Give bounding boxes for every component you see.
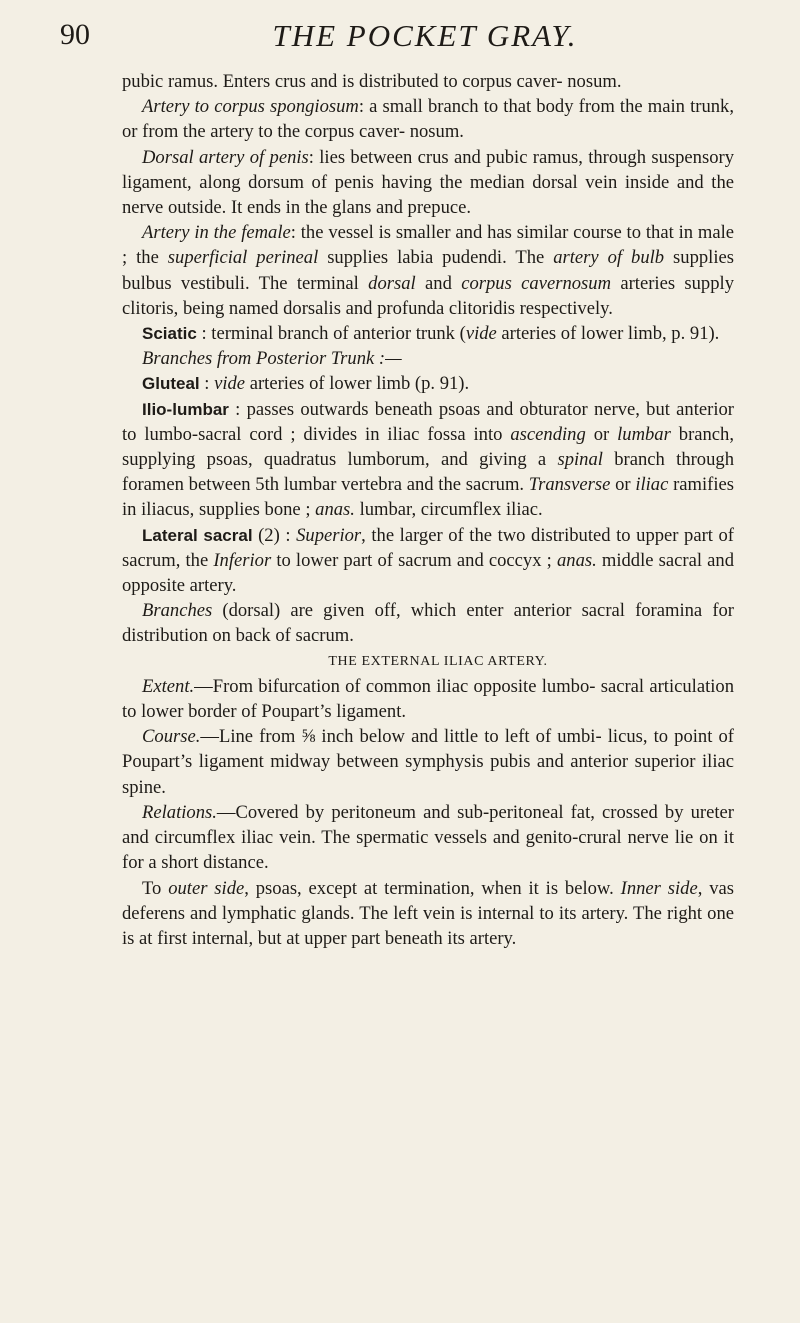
paragraph-sciatic: [122, 321, 734, 346]
term-inferior: Inferior: [213, 549, 272, 571]
text-run: supplies labia pudendi. The: [318, 247, 554, 269]
term-vide: vide: [214, 373, 246, 395]
term-artery-in-the-female: Artery in the female: [142, 222, 291, 244]
term-lumbar: lumbar: [617, 423, 671, 445]
paragraph-posterior-trunk: [122, 346, 734, 371]
paragraph-outer-inner-side: [122, 876, 734, 952]
text-run: , the larger of the two distributed to upper part of sacrum, the: [122, 524, 734, 571]
term-spinal: spinal: [557, 449, 603, 471]
paragraph-relations: [122, 800, 734, 876]
paragraph-text: —Line from ⅝ inch below and little to left of umbi- licus, to point of Poupart’s ligament midway between symphysis pubis and anterior superior iliac spine.: [122, 726, 734, 798]
heading-gluteal: Gluteal: [142, 374, 200, 394]
term-ascending: ascending: [510, 423, 586, 445]
text-run: and: [415, 272, 462, 294]
paragraph-artery-corpus-spongiosum: [122, 94, 734, 144]
paragraph-text: : lies between crus and pubic ramus, through suspensory ligament, along dorsum of penis having the median dorsal vein inside and the nerve outside. It ends in the glans and prepuce.: [122, 146, 734, 219]
term-extent: Extent.: [142, 675, 195, 697]
term-superficial-perineal: superficial perineal: [167, 247, 319, 269]
term-corpus-cavernosum: corpus cavernosum: [461, 272, 612, 294]
body-text: [122, 69, 734, 951]
term-dorsal: dorsal: [368, 272, 416, 294]
term-iliac: iliac: [635, 474, 669, 496]
text-run: , psoas, except at termination, when it is below.: [244, 877, 621, 899]
paragraph-text: —From bifurcation of common iliac opposite lumbo- sacral articulation to lower border of Poupart’s ligament.: [122, 675, 734, 723]
paragraph-text: (dorsal) are given off, which enter anterior sacral foramina for distribution on back of sacrum.: [122, 600, 734, 647]
paragraph-branches-dorsal: [122, 598, 734, 648]
term-anas: anas.: [556, 549, 597, 571]
heading-sciatic: Sciatic: [142, 324, 197, 344]
heading-lateral-sacral: Lateral sacral: [142, 525, 253, 545]
term-course: Course.: [142, 726, 201, 748]
paragraph-course: [122, 724, 734, 800]
heading-ilio-lumbar: Ilio-lumbar: [142, 399, 229, 419]
text-run: : the vessel is smaller and has similar course to that in male ; the: [122, 222, 735, 269]
term-vide: vide: [465, 323, 497, 345]
text-run: branch, supplying psoas, quadratus lumborum, and giving a: [122, 423, 735, 471]
text-run: (2) :: [252, 524, 297, 546]
paragraph-text: pubic ramus. Enters crus and is distributed to corpus caver- nosum.: [122, 71, 622, 92]
term-artery-of-bulb: artery of bulb: [553, 247, 665, 269]
paragraph-pubic-ramus: [122, 69, 734, 94]
running-title: THE POCKET GRAY.: [272, 18, 578, 53]
paragraph-lateral-sacral: [122, 523, 734, 599]
text-run: or: [585, 423, 618, 445]
text-run: to lower part of sacrum and coccyx ;: [271, 549, 557, 571]
text-run: arteries of lower limb (p. 91).: [245, 373, 470, 395]
term-artery-to-corpus-spongiosum: Artery to corpus spongiosum: [142, 96, 359, 118]
page-number: 90: [60, 18, 90, 51]
term-outer-side: outer side: [168, 877, 245, 899]
paragraph-dorsal-artery: [122, 145, 734, 221]
term-transverse: Transverse: [528, 474, 611, 496]
text-run: arteries of lower limb, p. 91).: [496, 323, 720, 345]
term-relations: Relations.: [142, 801, 217, 823]
paragraph-ilio-lumbar: [122, 397, 734, 523]
section-heading-external-iliac: THE EXTERNAL ILIAC ARTERY.: [328, 653, 548, 669]
text-run: branch through foramen between 5th lumbar vertebra and the sacrum.: [122, 449, 734, 496]
term-anas: anas.: [315, 499, 355, 521]
text-run: :: [199, 373, 215, 395]
text-run: ramifies in iliacus, supplies bone ;: [122, 474, 735, 521]
term-dorsal-artery-of-penis: Dorsal artery of penis: [142, 146, 309, 168]
text-run: arteries supply clitoris, being named dorsalis and profunda clitoridis respectively.: [122, 272, 734, 319]
paragraph-artery-female: [122, 220, 734, 321]
term-branches: Branches: [142, 600, 213, 622]
text-run: middle sacral and opposite artery.: [122, 549, 734, 597]
paragraph-extent: [122, 674, 734, 724]
text-run: : passes outwards beneath psoas and obturator nerve, but anterior to lumbo-sacral cord ; divides in iliac fossa into: [122, 398, 734, 445]
text-run: lumbar, circumflex iliac.: [354, 499, 543, 521]
text-run: To: [142, 877, 169, 899]
term-superior: Superior: [296, 524, 362, 546]
paragraph-text: : a small branch to that body from the main trunk, or from the artery to the corpus caver- nosum.: [122, 96, 734, 143]
paragraph-gluteal: [122, 371, 734, 396]
text-run: or: [610, 474, 636, 496]
paragraph-text: —Covered by peritoneum and sub-peritoneal fat, crossed by ureter and circumflex iliac vein. The spermatic vessels and genito-crural nerve lie on it for a short distance.: [122, 801, 734, 874]
heading-branches-posterior-trunk: Branches from Posterior Trunk :—: [142, 348, 402, 370]
text-run: : terminal branch of anterior trunk (: [196, 323, 466, 345]
term-inner-side: Inner side: [620, 877, 698, 899]
page-header: [60, 14, 760, 54]
text-run: , vas deferens and lymphatic glands. The left vein is internal to its artery. The right one is at first internal, but at upper part beneath its artery.: [122, 877, 734, 949]
text-run: supplies bulbus vestibuli. The terminal: [122, 247, 734, 294]
